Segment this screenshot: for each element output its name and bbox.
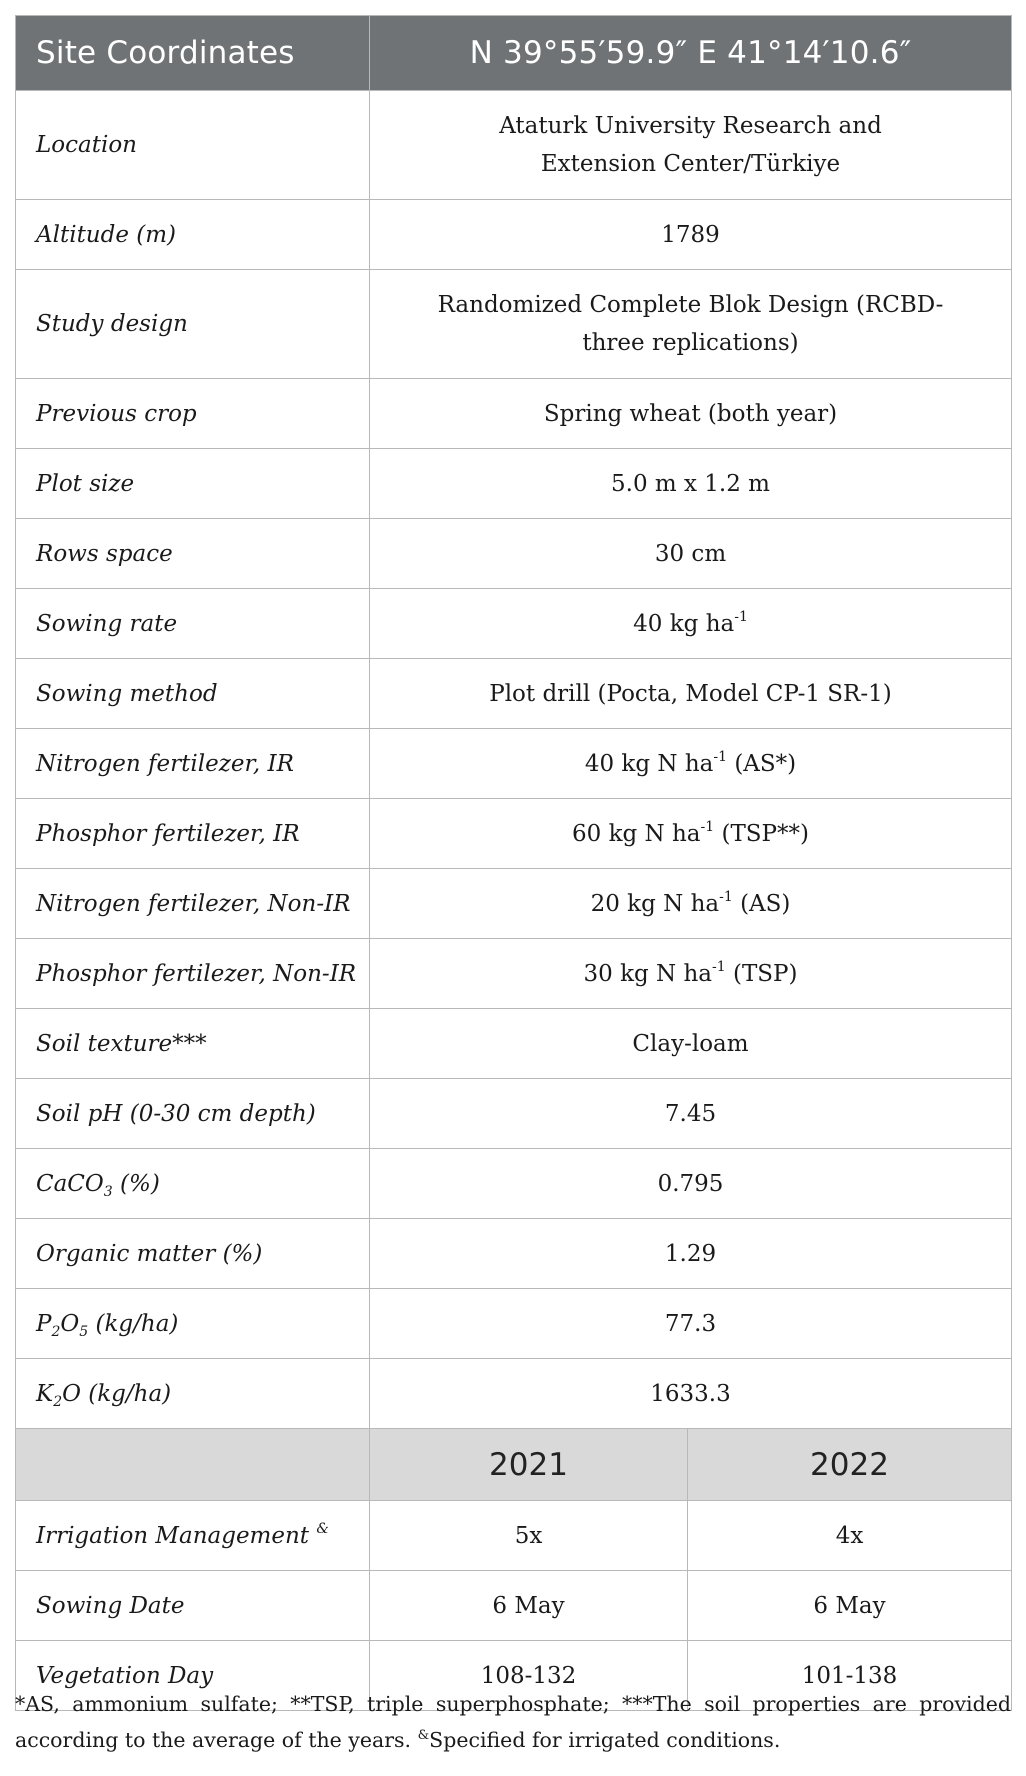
label-tail: (%) bbox=[112, 1170, 160, 1197]
header-label: Site Coordinates bbox=[16, 16, 370, 91]
value-2021: 5x bbox=[370, 1501, 688, 1571]
footnote-superscript: & bbox=[417, 1728, 430, 1743]
table-row bbox=[16, 659, 1012, 729]
value-main: 20 kg N ha bbox=[590, 890, 720, 917]
table-row bbox=[16, 1219, 1012, 1289]
table-row bbox=[16, 200, 1012, 270]
site-info-table-container bbox=[15, 15, 1011, 1711]
table-row bbox=[16, 939, 1012, 1009]
footnote-text: *AS, ammonium sulfate; **TSP, triple superphosphate; ***The soil properties are provided according to the average of the years. bbox=[15, 1692, 1011, 1752]
value-2021: 108-132 bbox=[370, 1641, 688, 1711]
label-main: CaCO bbox=[36, 1170, 104, 1197]
table-row bbox=[16, 589, 1012, 659]
label-tail: (kg/ha) bbox=[88, 1310, 179, 1337]
value-tail: (TSP) bbox=[725, 960, 798, 987]
row-value: 0.795 bbox=[370, 1149, 1012, 1219]
row-label bbox=[16, 1149, 370, 1219]
table-row bbox=[16, 1501, 1012, 1571]
row-value bbox=[370, 939, 1012, 1009]
row-label: Plot size bbox=[16, 449, 370, 519]
value-2021: 6 May bbox=[370, 1571, 688, 1641]
header-coordinates: N 39°55′59.9″ E 41°14′10.6″ bbox=[370, 16, 1012, 91]
row-value-text: Randomized Complete Blok Design (RCBD-three replications) bbox=[437, 292, 944, 356]
row-label bbox=[16, 1359, 370, 1429]
row-label: Vegetation Day bbox=[16, 1641, 370, 1711]
table-row bbox=[16, 1149, 1012, 1219]
row-label: Previous crop bbox=[16, 379, 370, 449]
row-label: Study design bbox=[16, 270, 370, 379]
value-superscript: -1 bbox=[719, 888, 733, 905]
label-subscript: 5 bbox=[79, 1323, 89, 1340]
row-value bbox=[370, 589, 1012, 659]
value-superscript: -1 bbox=[734, 608, 748, 625]
table-row bbox=[16, 449, 1012, 519]
value-2022: 4x bbox=[688, 1501, 1012, 1571]
row-label: Rows space bbox=[16, 519, 370, 589]
row-label: Nitrogen fertilezer, Non-IR bbox=[16, 869, 370, 939]
footnote-tail: Specified for irrigated conditions. bbox=[429, 1728, 781, 1752]
row-label: Soil texture*** bbox=[16, 1009, 370, 1079]
row-value: Clay-loam bbox=[370, 1009, 1012, 1079]
year-header-empty bbox=[16, 1429, 370, 1501]
table-row bbox=[16, 519, 1012, 589]
table-header-row bbox=[16, 16, 1012, 91]
row-value: 1789 bbox=[370, 200, 1012, 270]
table-row bbox=[16, 270, 1012, 379]
table-row bbox=[16, 1009, 1012, 1079]
table-row bbox=[16, 799, 1012, 869]
table-row bbox=[16, 869, 1012, 939]
label-mid: O bbox=[60, 1310, 80, 1337]
row-label: Location bbox=[16, 91, 370, 200]
table-row bbox=[16, 1571, 1012, 1641]
table-footnote bbox=[15, 1686, 1011, 1758]
row-label: Phosphor fertilezer, IR bbox=[16, 799, 370, 869]
row-value: 30 cm bbox=[370, 519, 1012, 589]
row-value: 1633.3 bbox=[370, 1359, 1012, 1429]
year-header-2022: 2022 bbox=[688, 1429, 1012, 1501]
label-tail: O (kg/ha) bbox=[62, 1380, 172, 1407]
row-value bbox=[370, 799, 1012, 869]
row-label: Soil pH (0-30 cm depth) bbox=[16, 1079, 370, 1149]
value-tail: (TSP**) bbox=[714, 820, 809, 847]
year-header-2021: 2021 bbox=[370, 1429, 688, 1501]
label-main: Irrigation Management bbox=[36, 1522, 317, 1549]
row-label: Altitude (m) bbox=[16, 200, 370, 270]
row-label: Organic matter (%) bbox=[16, 1219, 370, 1289]
row-label: Sowing method bbox=[16, 659, 370, 729]
row-label bbox=[16, 1289, 370, 1359]
value-superscript: -1 bbox=[700, 818, 715, 835]
row-value: Spring wheat (both year) bbox=[370, 379, 1012, 449]
row-value: 5.0 m x 1.2 m bbox=[370, 449, 1012, 519]
year-header-row bbox=[16, 1429, 1012, 1501]
row-label: Phosphor fertilezer, Non-IR bbox=[16, 939, 370, 1009]
row-value: 1.29 bbox=[370, 1219, 1012, 1289]
value-superscript: -1 bbox=[712, 958, 726, 975]
table-row bbox=[16, 729, 1012, 799]
value-superscript: -1 bbox=[713, 748, 728, 765]
label-main: K bbox=[36, 1380, 54, 1407]
value-tail: (AS) bbox=[732, 890, 791, 917]
row-value: Plot drill (Pocta, Model CP-1 SR-1) bbox=[370, 659, 1012, 729]
table-row bbox=[16, 1289, 1012, 1359]
value-tail: (AS*) bbox=[727, 750, 797, 777]
row-value: 77.3 bbox=[370, 1289, 1012, 1359]
row-value bbox=[370, 869, 1012, 939]
site-info-table bbox=[15, 15, 1012, 1711]
value-2022: 101-138 bbox=[688, 1641, 1012, 1711]
table-row bbox=[16, 1079, 1012, 1149]
value-main: 40 kg N ha bbox=[584, 750, 714, 777]
row-value bbox=[370, 91, 1012, 200]
row-label: Nitrogen fertilezer, IR bbox=[16, 729, 370, 799]
value-2022: 6 May bbox=[688, 1571, 1012, 1641]
value-main: 60 kg N ha bbox=[572, 820, 701, 847]
table-row bbox=[16, 379, 1012, 449]
value-main: 40 kg ha bbox=[633, 610, 735, 637]
value-main: 30 kg N ha bbox=[583, 960, 713, 987]
label-main: P bbox=[36, 1310, 52, 1337]
row-value: 7.45 bbox=[370, 1079, 1012, 1149]
row-value bbox=[370, 270, 1012, 379]
table-row bbox=[16, 91, 1012, 200]
row-label: Sowing rate bbox=[16, 589, 370, 659]
label-superscript: & bbox=[316, 1520, 329, 1537]
row-value bbox=[370, 729, 1012, 799]
row-label: Sowing Date bbox=[16, 1571, 370, 1641]
label-subscript: 2 bbox=[53, 1393, 63, 1410]
label-subscript: 2 bbox=[51, 1323, 61, 1340]
label-subscript: 3 bbox=[103, 1183, 113, 1200]
row-label bbox=[16, 1501, 370, 1571]
row-value-text: Ataturk University Research and Extension Center/Türkiye bbox=[499, 113, 882, 177]
table-row bbox=[16, 1359, 1012, 1429]
